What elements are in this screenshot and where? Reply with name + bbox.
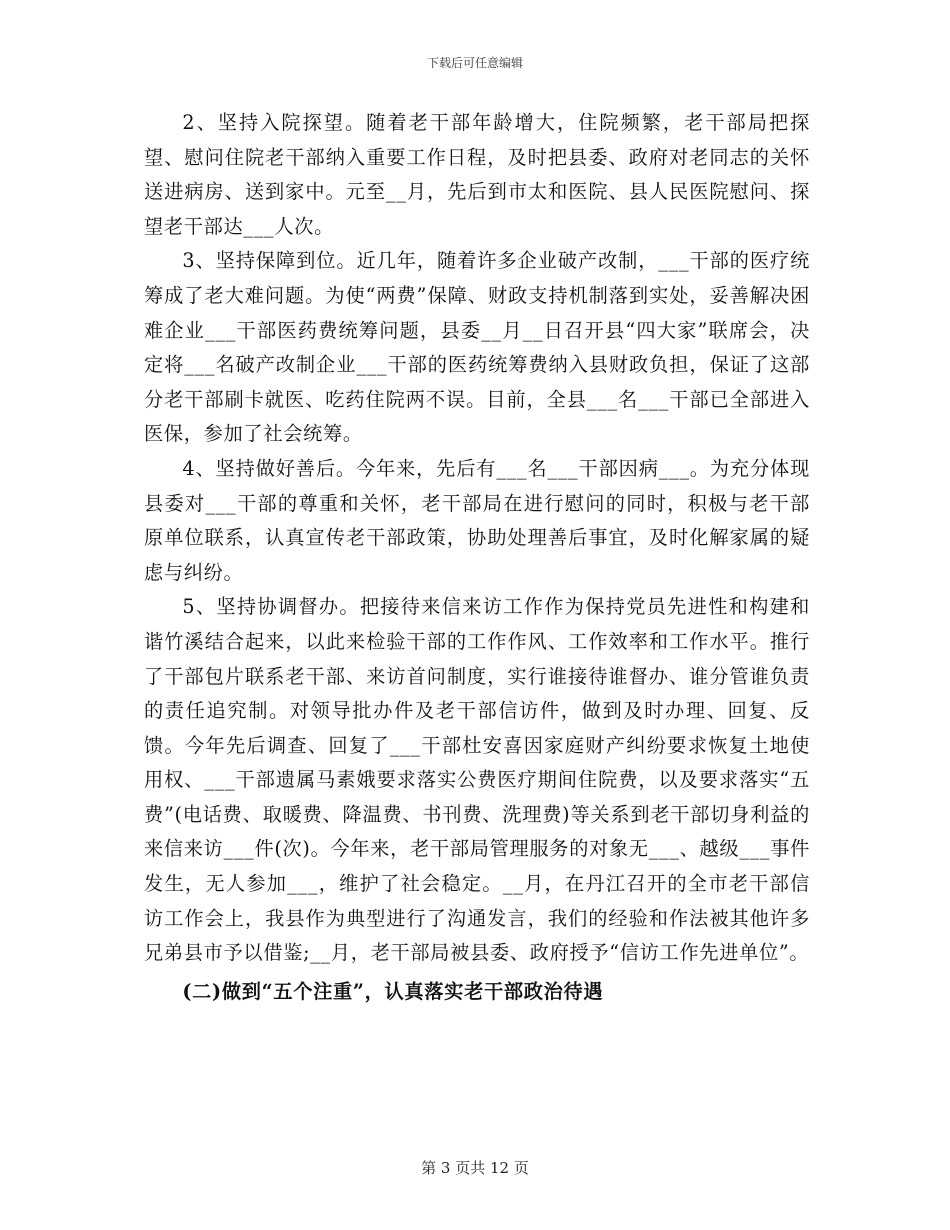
paragraph-medical-guarantee: 3、坚持保障到位。近几年，随着许多企业破产改制，___干部的医疗统筹成了老大难问题。为使“两费”保障、财政支持机制落到实处，妥善解决困难企业___干部医药费统筹问题，县委__月__日召开县“四大家”联席会，决定将___名破产改制企业___干部的医药统筹费纳入县财政负担，保证了这部分老干部刷卡就医、吃药住院两不误。目前，全县___名___干部已全部进入医保，参加了社会统筹。 <box>144 249 810 446</box>
section-heading: (二)做到“五个注重”，认真落实老干部政治待遇 <box>182 979 604 1003</box>
paragraph-hospital-visits: 2、坚持入院探望。随着老干部年龄增大，住院频繁，老干部局把探望、慰问住院老干部纳入重要工作日程，及时把县委、政府对老同志的关怀送进病房、送到家中。元至__月，先后到市太和医院、县人民医院慰问、探望老干部达___人次。 <box>144 111 810 238</box>
document-body <box>144 106 810 1009</box>
page-header-note: 下载后可任意编辑 <box>426 56 523 70</box>
paragraph-aftermath-care: 4、坚持做好善后。今年来，先后有___名___干部因病___。为充分体现县委对___干部的尊重和关怀，老干部局在进行慰问的同时，积极与老干部原单位联系，认真宣传老干部政策，协助处理善后事宜，及时化解家属的疑虑与纠纷。 <box>144 456 810 584</box>
paragraph-coordination-supervision: 5、坚持协调督办。把接待来信来访工作作为保持党员先进性和构建和谐竹溪结合起来，以此来检验干部的工作作风、工作效率和工作水平。推行了干部包片联系老干部、来访首问制度，实行谁接待谁督办、谁分管谁负责的责任追究制。对领导批办件及老干部信访件，做到及时办理、回复、反馈。今年先后调查、回复了___干部杜安喜因家庭财产纠纷要求恢复土地使用权、___干部遗属马素娥要求落实公费医疗期间住院费，以及要求落实“五费”(电话费、取暖费、降温费、书刊费、洗理费)等关系到老干部切身利益的来信来访___件(次)。今年来，老干部局管理服务的对象无___、越级___事件发生，无人参加___，维护了社会稳定。__月，在丹江召开的全市老干部信访工作会上，我县作为典型进行了沟通发言，我们的经验和作法被其他许多兄弟县市予以借鉴;__月，老干部局被县委、政府授予“信访工作先进单位”。 <box>144 595 810 965</box>
page-number: 第 3 页共 12 页 <box>421 1159 529 1177</box>
